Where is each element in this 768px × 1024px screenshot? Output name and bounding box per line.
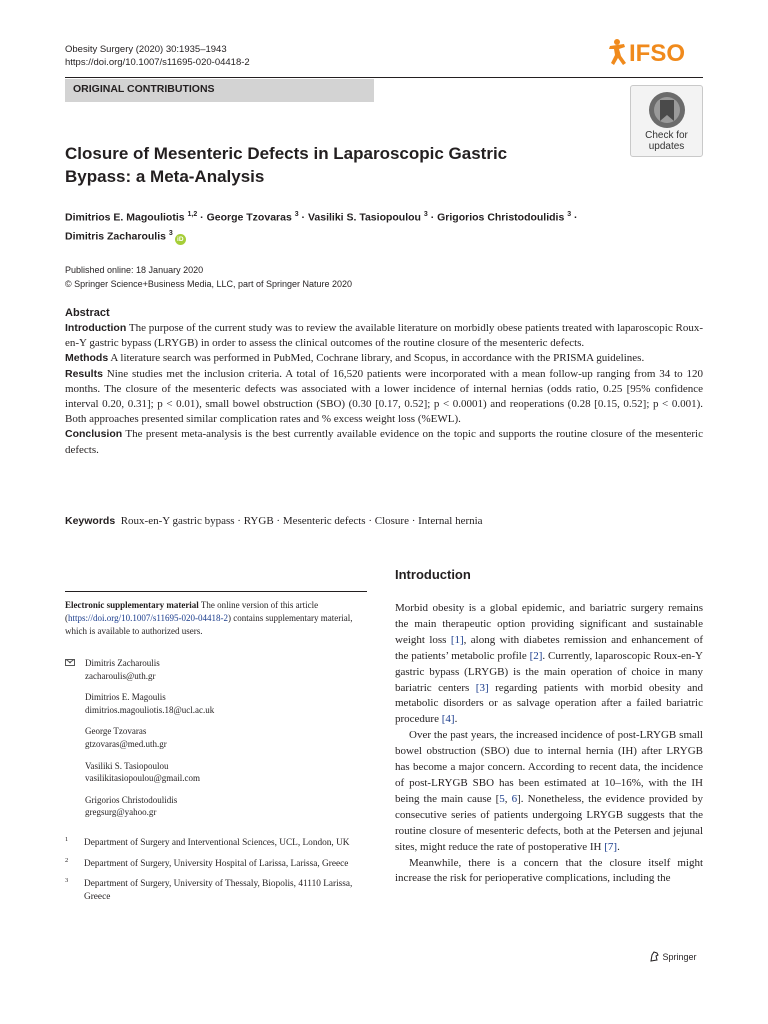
paragraph-text: Morbid obesity is a global epidemic, and bariatric surgery remains the main therapeutic option providing significant and sustainable weight loss <box>395 602 703 646</box>
introduction-paragraph <box>395 601 703 728</box>
contact-name: Grigorios Christodoulidis <box>85 794 178 805</box>
citation-link[interactable]: 6 <box>511 792 518 805</box>
contact-entry <box>65 657 367 682</box>
paragraph-text: ]. Nonetheless, the evidence provided by consecutive series of patients undergoing LRYGB suggests that the routine closure of mesenteric defects, both at the Petersen and jejunal sites, might reduce the rate of postoperative IH <box>395 792 703 853</box>
affiliation-number: 3 <box>65 877 69 885</box>
abstract-label: Introduction <box>65 322 127 334</box>
citation-link[interactable]: [7] <box>604 840 618 853</box>
contact-entry <box>65 760 367 785</box>
paragraph-text: , along with diabetes remission and enhancement of the patients’ metabolic profile <box>395 633 703 662</box>
keywords <box>65 514 703 529</box>
supplementary-text: ) contains supplementary material, which is available to authorized users. <box>65 612 353 636</box>
introduction-heading: Introduction <box>395 567 471 582</box>
publisher-name: Springer <box>662 952 697 962</box>
journal-header <box>65 43 250 69</box>
author-list: Dimitrios E. Magouliotis $^{1,2}$ · George Tzovaras $^3$ · Vasiliki S. Tasiopoulou $^3$ · Grigorios Christodoulidis $^3$ · Dimitris Zacharoulis $^3$iD <box>65 211 578 243</box>
orcid-icon[interactable]: iD <box>175 234 186 245</box>
abstract-text: Nine studies met the inclusion criteria. A total of 16,520 patients were incorporated with a mean follow-up ranging from 34 to 120 months. The closure of the mesenteric defects was associated with a lower incidence of internal hernias (odds ratio, 0.25 [95% confidence interval 0.20, 0.31]; p < 0.01), small bowel obstruction (SBO) (0.30 [0.17, 0.52]; p < 0.0001) and reoperations (0.28 [0.15, 0.52]; p < 0.001). Both approaches presented similar complication rates and % excess weight loss (%EWL). <box>65 367 703 426</box>
abstract-introduction <box>65 321 703 351</box>
contact-entry <box>65 794 367 819</box>
author-name: Vasiliki S. Tasiopoulou <box>307 211 421 224</box>
published-date: Published online: 18 January 2020 <box>65 265 204 275</box>
paragraph-text: Meanwhile, there is a concern that the closure itself might increase the risk for perioperative complications, including the <box>395 856 703 885</box>
supplementary-label: Electronic supplementary material <box>65 600 199 610</box>
abstract-results <box>65 367 703 428</box>
paragraph-text: . Currently, laparoscopic Roux-en-Y gastric bypass (LRYGB) is the main operation of choice in many bariatric centers <box>395 649 703 694</box>
introduction-paragraph <box>395 856 703 888</box>
springer-horse-icon <box>649 951 660 962</box>
ifso-logo <box>607 38 703 66</box>
affiliation-text: Department of Surgery and Interventional Sciences, UCL, London, UK <box>84 838 350 848</box>
citation-link[interactable]: [4] <box>441 713 455 726</box>
ifso-logo-text: IFSO <box>629 40 686 66</box>
abstract-text: A literature search was performed in PubMed, Cochrane library, and Scopus, in accordance with the PRISMA guidelines. <box>110 352 645 365</box>
supplementary-note <box>65 599 367 637</box>
author-affiliation: 3 <box>168 230 173 237</box>
ifso-figure-icon <box>607 38 703 66</box>
author-name: Dimitrios E. Magouliotis <box>65 211 185 224</box>
footnote-rule <box>65 591 367 592</box>
contact-email[interactable]: gtzovaras@med.uth.gr <box>85 738 167 749</box>
author-name: Dimitris Zacharoulis <box>65 230 166 243</box>
citation-link[interactable]: [1] <box>450 633 464 646</box>
contact-email[interactable]: gregsurg@yahoo.gr <box>85 807 157 818</box>
publisher-footer <box>649 951 697 962</box>
contact-list <box>65 657 367 828</box>
check-for-updates-badge[interactable] <box>630 85 703 157</box>
abstract-heading: Abstract <box>65 307 110 319</box>
author-affiliation: 3 <box>423 211 428 218</box>
section-badge: ORIGINAL CONTRIBUTIONS <box>65 79 374 102</box>
article-title: Closure of Mesenteric Defects in Laparoscopic Gastric Bypass: a Meta-Analysis <box>65 144 508 186</box>
contact-name: Dimitrios E. Magoulis <box>85 692 166 703</box>
abstract-text: The purpose of the current study was to review the available literature on morbidly obese patients treated with laparoscopic Roux-en-Y gastric bypass (LRYGB) in order to assess the clinical outcomes of the routine closure of the mesenteric defects. <box>65 322 703 350</box>
paragraph-text: , <box>504 792 512 805</box>
citation-link[interactable]: 5 <box>499 792 505 805</box>
contact-entry <box>65 691 367 716</box>
contact-name: George Tzovaras <box>85 726 147 737</box>
affiliation-entry <box>65 878 367 903</box>
abstract-text: The present meta-analysis is the best currently available evidence on the topic and supports the routine closure of the mesenteric defects. <box>65 428 703 456</box>
affiliation-text: Department of Surgery, University Hospital of Larissa, Larissa, Greece <box>84 858 349 869</box>
introduction-body <box>395 601 703 887</box>
copyright-line: © Springer Science+Business Media, LLC, part of Springer Nature 2020 <box>65 278 353 289</box>
paragraph-text: . <box>617 840 620 853</box>
paragraph-text: . <box>454 713 458 726</box>
affiliation-text: Department of Surgery, University of Thessaly, Biopolis, 41110 Larissa, Greece <box>84 879 353 902</box>
mail-icon <box>65 659 75 666</box>
check-updates-label: Check for updates <box>645 130 688 152</box>
publication-info <box>65 264 352 291</box>
affiliation-number: 1 <box>65 836 69 843</box>
contact-email[interactable]: zacharoulis@uth.gr <box>85 670 156 681</box>
contact-email[interactable]: dimitrios.magouliotis.18@ucl.ac.uk <box>85 704 215 715</box>
contact-entry <box>65 725 367 750</box>
abstract <box>65 306 703 458</box>
contact-name: Vasiliki S. Tasiopoulou <box>85 760 169 771</box>
citation-link[interactable]: [2] <box>529 649 543 662</box>
journal-citation: Obesity Surgery (2020) 30:1935–1943 <box>65 44 227 55</box>
author-name: Grigorios Christodoulidis <box>437 211 565 224</box>
affiliation-list <box>65 837 367 911</box>
abstract-methods <box>65 351 703 366</box>
supplementary-link[interactable]: https://doi.org/10.1007/s11695-020-04418-2 <box>68 612 229 623</box>
keywords-text: Roux-en-Y gastric bypass · RYGB · Mesenteric defects · Closure · Internal hernia <box>120 515 483 527</box>
introduction-paragraph <box>395 728 703 855</box>
author-affiliation: 1,2 <box>187 211 198 218</box>
citation-link[interactable]: [3] <box>475 681 489 694</box>
abstract-conclusion <box>65 427 703 457</box>
affiliation-number: 2 <box>65 856 69 864</box>
contact-email[interactable]: vasilikitasiopoulou@gmail.com <box>85 773 201 784</box>
contact-name: Dimitris Zacharoulis <box>85 658 160 668</box>
affiliation-entry <box>65 837 367 850</box>
keywords-label: Keywords <box>65 515 116 527</box>
paragraph-text: regarding patients with morbid obesity and metabolic disorders or as salvage operation after a failed bariatric procedure <box>395 681 703 726</box>
author-affiliation: 3 <box>567 211 572 218</box>
abstract-label: Methods <box>65 352 109 365</box>
check-updates-icon <box>647 90 687 130</box>
abstract-label: Conclusion <box>65 428 123 441</box>
affiliation-entry <box>65 858 367 871</box>
supplementary-text: The online version of this article ( <box>65 600 319 623</box>
author-name: George Tzovaras <box>206 211 292 224</box>
doi-link[interactable]: https://doi.org/10.1007/s11695-020-04418-2 <box>65 57 250 68</box>
author-affiliation: 3 <box>294 211 299 218</box>
paragraph-text: Over the past years, the increased incidence of post-LRYGB small bowel obstruction (SBO) due to internal hernia (IH) after LRYGB has become a major concern. According to recent data, the incidence of post-LRYGB SBO has been estimated at 10–16%, with the IH being the main cause [ <box>395 729 703 805</box>
abstract-label: Results <box>65 367 103 380</box>
header-rule <box>65 77 703 78</box>
